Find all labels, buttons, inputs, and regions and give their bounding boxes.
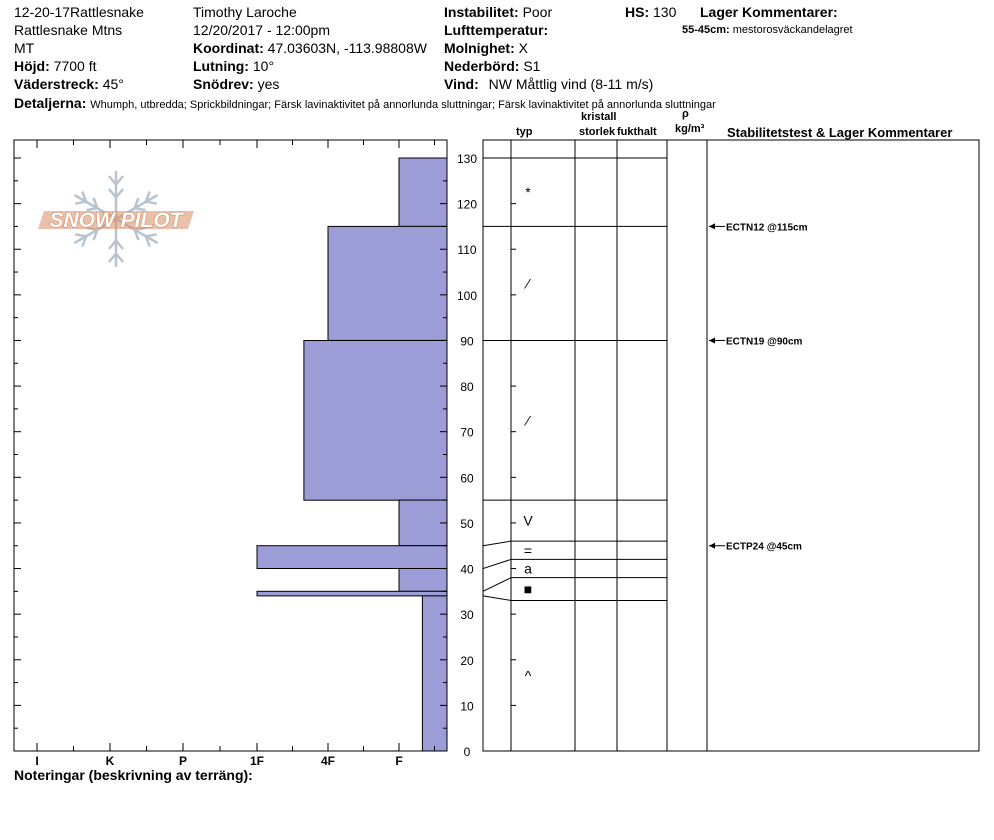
layer-comment-range: 55-45cm: — [682, 24, 730, 36]
hardness-tick-label: I — [35, 754, 39, 768]
hardness-layer-bar — [399, 158, 447, 226]
layer-connector-line — [483, 596, 511, 601]
grain-type-symbol: ^ — [524, 667, 532, 684]
hardness-layer-bar — [328, 226, 447, 340]
layer-connector-line — [483, 559, 511, 568]
depth-tick-label: 40 — [460, 562, 474, 577]
aspect-label: Väderstreck: — [14, 76, 99, 92]
slope-label: Lutning: — [193, 58, 249, 74]
aspect-value: 45° — [102, 76, 124, 92]
snowflake-branch — [75, 234, 86, 236]
depth-tick-label: 110 — [457, 243, 477, 258]
precip-label: Nederbörd: — [444, 58, 520, 74]
col-header-crystal: kristall — [581, 111, 617, 123]
snowflake-branch — [75, 202, 86, 204]
col-header-moisture: fukthalt — [617, 126, 657, 138]
snowflake-branch — [146, 202, 157, 204]
depth-tick-label: 120 — [456, 197, 478, 212]
layer-connector-line — [483, 578, 511, 592]
sky-value: X — [518, 40, 528, 56]
hardness-tick-label: 1F — [249, 754, 265, 768]
grain-type-symbol: a — [524, 560, 532, 577]
depth-tick-label: 130 — [456, 152, 478, 166]
snowpilot-logo-text: SNOW PILOT — [49, 209, 183, 232]
range-name: Rattlesnake Mtns — [14, 22, 123, 38]
hardness-layer-bar — [257, 546, 447, 569]
hardness-layer-bar — [399, 569, 447, 592]
snowflake-branch — [146, 234, 157, 236]
notes-label: Noteringar (beskrivning av terräng): — [14, 767, 253, 783]
col-header-type: typ — [516, 126, 533, 138]
stability-test-arrowhead — [709, 543, 715, 549]
elevation-label: Höjd: — [14, 58, 50, 74]
observer-name: Timothy Laroche — [193, 4, 297, 20]
stability-test-arrowhead — [709, 223, 715, 229]
grain-type-symbol: * — [525, 184, 531, 201]
hardness-layer-bar — [399, 500, 447, 546]
depth-tick-label: 80 — [460, 380, 474, 395]
pit-name: 12-20-17Rattlesnake — [14, 4, 144, 20]
wind-value: NW Måttlig vind (8-11 m/s) — [488, 76, 654, 92]
state-name: MT — [14, 40, 35, 56]
depth-tick-label: 20 — [460, 653, 474, 668]
layer-connector-line — [483, 541, 511, 546]
details-value: Whumph, utbredda; Sprickbildningar; Färsk lavinaktivitet på annorlunda sluttningar; Färsk lavinaktivitet på annorlunda sluttningar — [90, 99, 716, 111]
depth-tick-label: 10 — [460, 699, 474, 714]
slope-value: 10° — [252, 58, 275, 74]
hs-label: HS: — [625, 4, 650, 20]
depth-tick-label: 60 — [460, 471, 474, 486]
coordinate-label: Koordinat: — [193, 40, 264, 56]
sky-label: Molnighet: — [444, 40, 515, 56]
air-temp-label: Lufttemperatur: — [444, 22, 549, 38]
grain-type-symbol: = — [523, 542, 533, 559]
hardness-tick-label: K — [105, 754, 115, 768]
grain-type-symbol: ⁄ — [526, 275, 530, 292]
hardness-tick-label: P — [178, 754, 188, 768]
depth-tick-label: 50 — [460, 516, 474, 531]
hs-value: 130 — [653, 4, 677, 20]
col-header-rho: ρ — [682, 108, 689, 120]
hardness-layer-bar — [257, 591, 447, 596]
layer-comments-label: Lager Kommentarer: — [700, 4, 838, 20]
precip-value: S1 — [523, 58, 541, 74]
wind-label: Vind: — [444, 76, 479, 92]
coordinate-value: 47.03603N, -113.98808W — [267, 40, 427, 56]
depth-tick-label: 100 — [456, 288, 478, 303]
grain-type-symbol: ⁄ — [526, 412, 530, 429]
observation-datetime: 12/20/2017 - 12:00pm — [193, 22, 330, 38]
drift-value: yes — [257, 76, 280, 92]
hardness-tick-label: F — [395, 754, 403, 768]
col-header-density-unit: kg/m³ — [675, 123, 705, 135]
col-header-stability: Stabilitetstest & Lager Kommentarer — [727, 125, 953, 140]
hardness-tick-label: 4F — [320, 754, 336, 768]
depth-tick-label: 70 — [460, 425, 474, 440]
col-header-size: storlek — [579, 126, 616, 138]
instability-label: Instabilitet: — [444, 4, 519, 20]
stability-test-arrowhead — [709, 337, 715, 343]
grain-type-symbol: V — [523, 512, 533, 529]
depth-tick-label: 0 — [463, 745, 471, 759]
stability-test-label: ECTN12 @115cm — [726, 222, 808, 234]
stability-test-label: ECTN19 @90cm — [726, 336, 803, 348]
stability-test-label: ECTP24 @45cm — [726, 541, 802, 553]
elevation-value: 7700 ft — [53, 58, 97, 74]
drift-label: Snödrev: — [193, 76, 254, 92]
depth-tick-label: 30 — [460, 608, 474, 623]
instability-value: Poor — [522, 4, 553, 20]
details-label: Detaljerna: — [14, 95, 87, 111]
snowpilot-logo — [38, 171, 194, 267]
hardness-layer-bar — [304, 341, 447, 501]
depth-tick-label: 90 — [460, 334, 474, 349]
grain-type-symbol: ■ — [523, 581, 533, 598]
layer-comment-text: mestorosväckandelagret — [732, 24, 853, 36]
